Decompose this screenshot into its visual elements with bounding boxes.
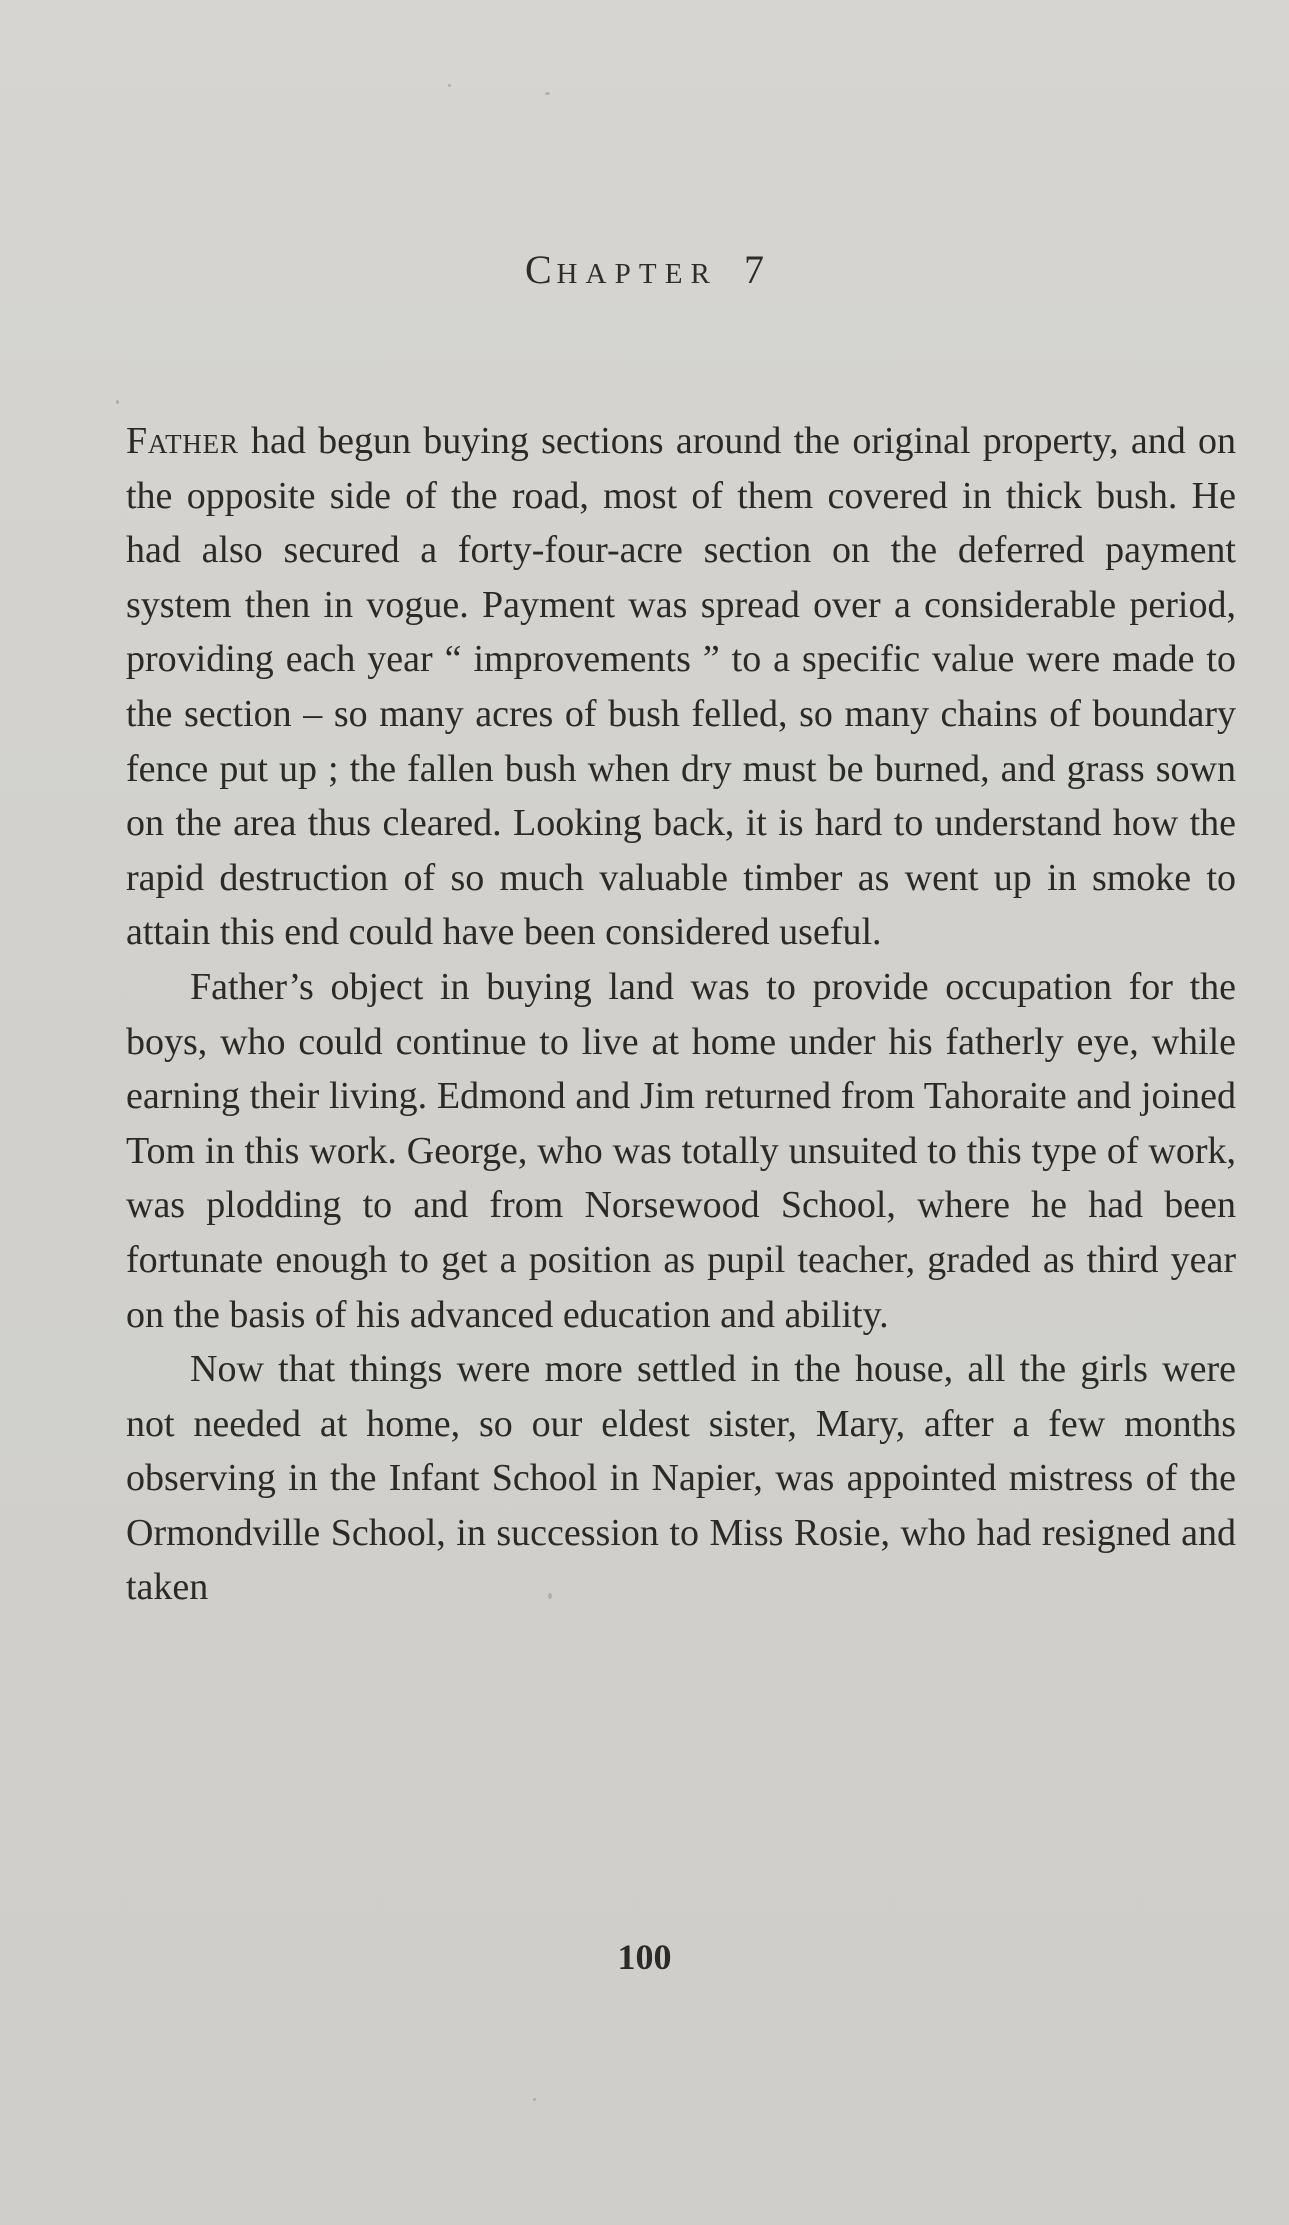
paragraph-text: had begun buying sections around the original property, and on the opposite side of the road, most of them covered in thick bush. He had also secured a forty-four-acre section on the deferred payment system then in vogue. Payment was spread over a considerable period, providing each year “ improvements ” to a specific value were made to the section – so many acres of bush felled, so many chains of boundary fence put up ; the fallen bush when dry must be burned, and grass sown on the area thus cleared. Looking back, it is hard to understand how the rapid destruction of so much valuable timber as went up in smoke to attain this end could have been considered useful. <box>126 420 1236 954</box>
paragraph <box>126 414 1236 960</box>
body-text <box>126 414 1236 1615</box>
chapter-heading-initial: C <box>525 247 557 292</box>
paper-speck <box>533 2098 536 2101</box>
chapter-heading-word: HAPTER <box>556 258 718 290</box>
chapter-heading <box>0 246 1289 293</box>
paper-speck <box>448 84 451 87</box>
chapter-number: 7 <box>744 247 764 292</box>
paragraph: Now that things were more settled in the house, all the girls were not needed at home, so our eldest sister, Mary, after a few months observing in the Infant School in Napier, was appointed mistress of the Ormondville School, in succession to Miss Rosie, who had resigned and taken <box>126 1348 1236 1609</box>
paragraph: Father’s object in buying land was to provide occupation for the boys, who could continue to live at home under his fatherly eye, while earning their living. Edmond and Jim returned from Tahoraite and joined Tom in this work. George, who was totally unsuited to this type of work, was plodding to and from Norsewood School, where he had been fortunate enough to get a position as pupil teacher, graded as third year on the basis of his advanced education and ability. <box>126 965 1236 1336</box>
paper-speck <box>545 92 550 95</box>
paragraph-lead-smallcaps: Father <box>126 420 239 462</box>
paper-speck <box>116 400 119 404</box>
page-number: 100 <box>617 1937 672 1977</box>
